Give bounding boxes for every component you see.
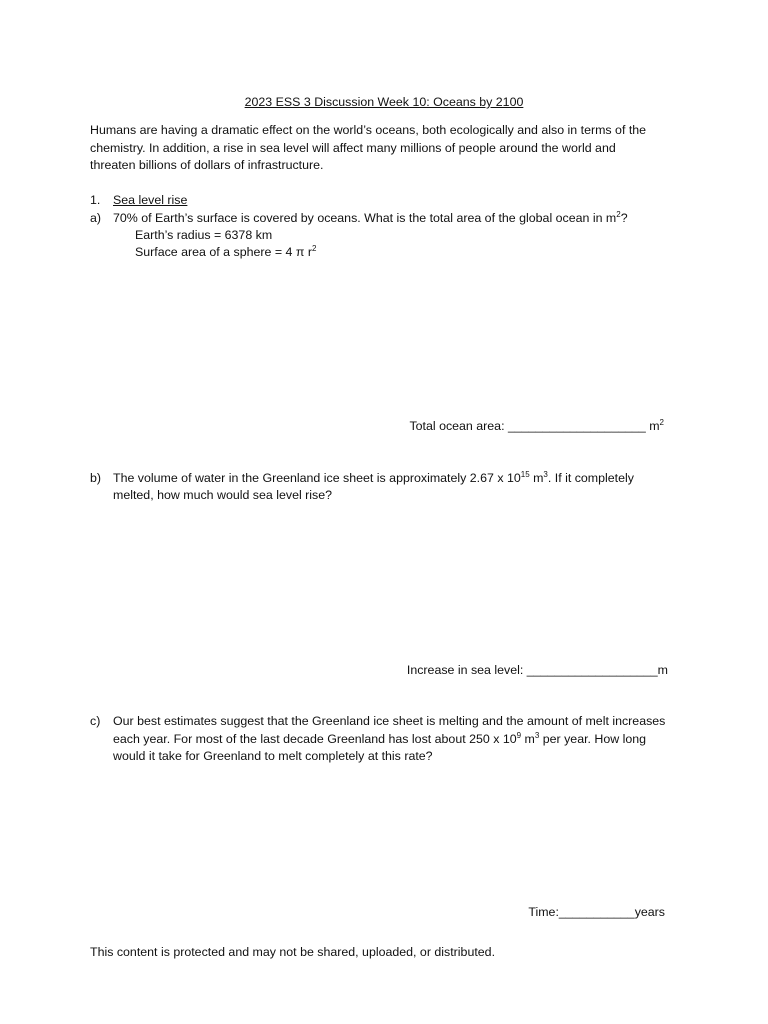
answer-time: Time:___________years (528, 905, 665, 919)
intro-line: Humans are having a dramatic effect on the world’s oceans, both ecologically and also in terms of the (90, 123, 647, 137)
given-sphere-formula: Surface area of a sphere = 4 π $r^2$ (135, 244, 317, 259)
given-earth-radius: Earth’s radius = 6378 km (135, 228, 273, 242)
intro-line: threaten billions of dollars of infrastructure. (90, 158, 324, 172)
copyright-notice: This content is protected and may not be shared, uploaded, or distributed. (90, 945, 496, 959)
question-b-line2: melted, how much would sea level rise? (113, 488, 333, 502)
question-a-marker: a) (90, 211, 102, 225)
question-b-marker: b) (90, 471, 102, 485)
section-heading: Sea level rise (113, 193, 188, 207)
question-c-marker: c) (90, 714, 101, 728)
answer-sea-level-increase: Increase in sea level: ___________________m (406, 663, 668, 677)
answer-total-ocean-area: Total ocean area: ____________________ $m^2$ (409, 418, 664, 433)
intro-paragraph (90, 122, 680, 175)
question-c-line1: Our best estimates suggest that the Greenland ice sheet is melting and the amount of melt increases (113, 714, 666, 728)
question-b-line1: The volume of water in the Greenland ice sheet is approximately 2.67 x $10^{15}$ $m^3$. If it completely (113, 470, 634, 485)
question-c-line2: each year. For most of the last decade Greenland has lost about 250 x $10^9$ $m^3$ per year. How long (113, 731, 647, 746)
page-title: 2023 ESS 3 Discussion Week 10: Oceans by 2100 (244, 95, 524, 109)
question-a-text: 70% of Earth’s surface is covered by oceans. What is the total area of the global ocean in $m^2$? (113, 210, 628, 225)
intro-line: chemistry. In addition, a rise in sea level will affect many millions of people around the world and (90, 140, 616, 155)
section-number: 1. (90, 193, 101, 207)
question-c-line3: would it take for Greenland to melt completely at this rate? (113, 749, 433, 763)
